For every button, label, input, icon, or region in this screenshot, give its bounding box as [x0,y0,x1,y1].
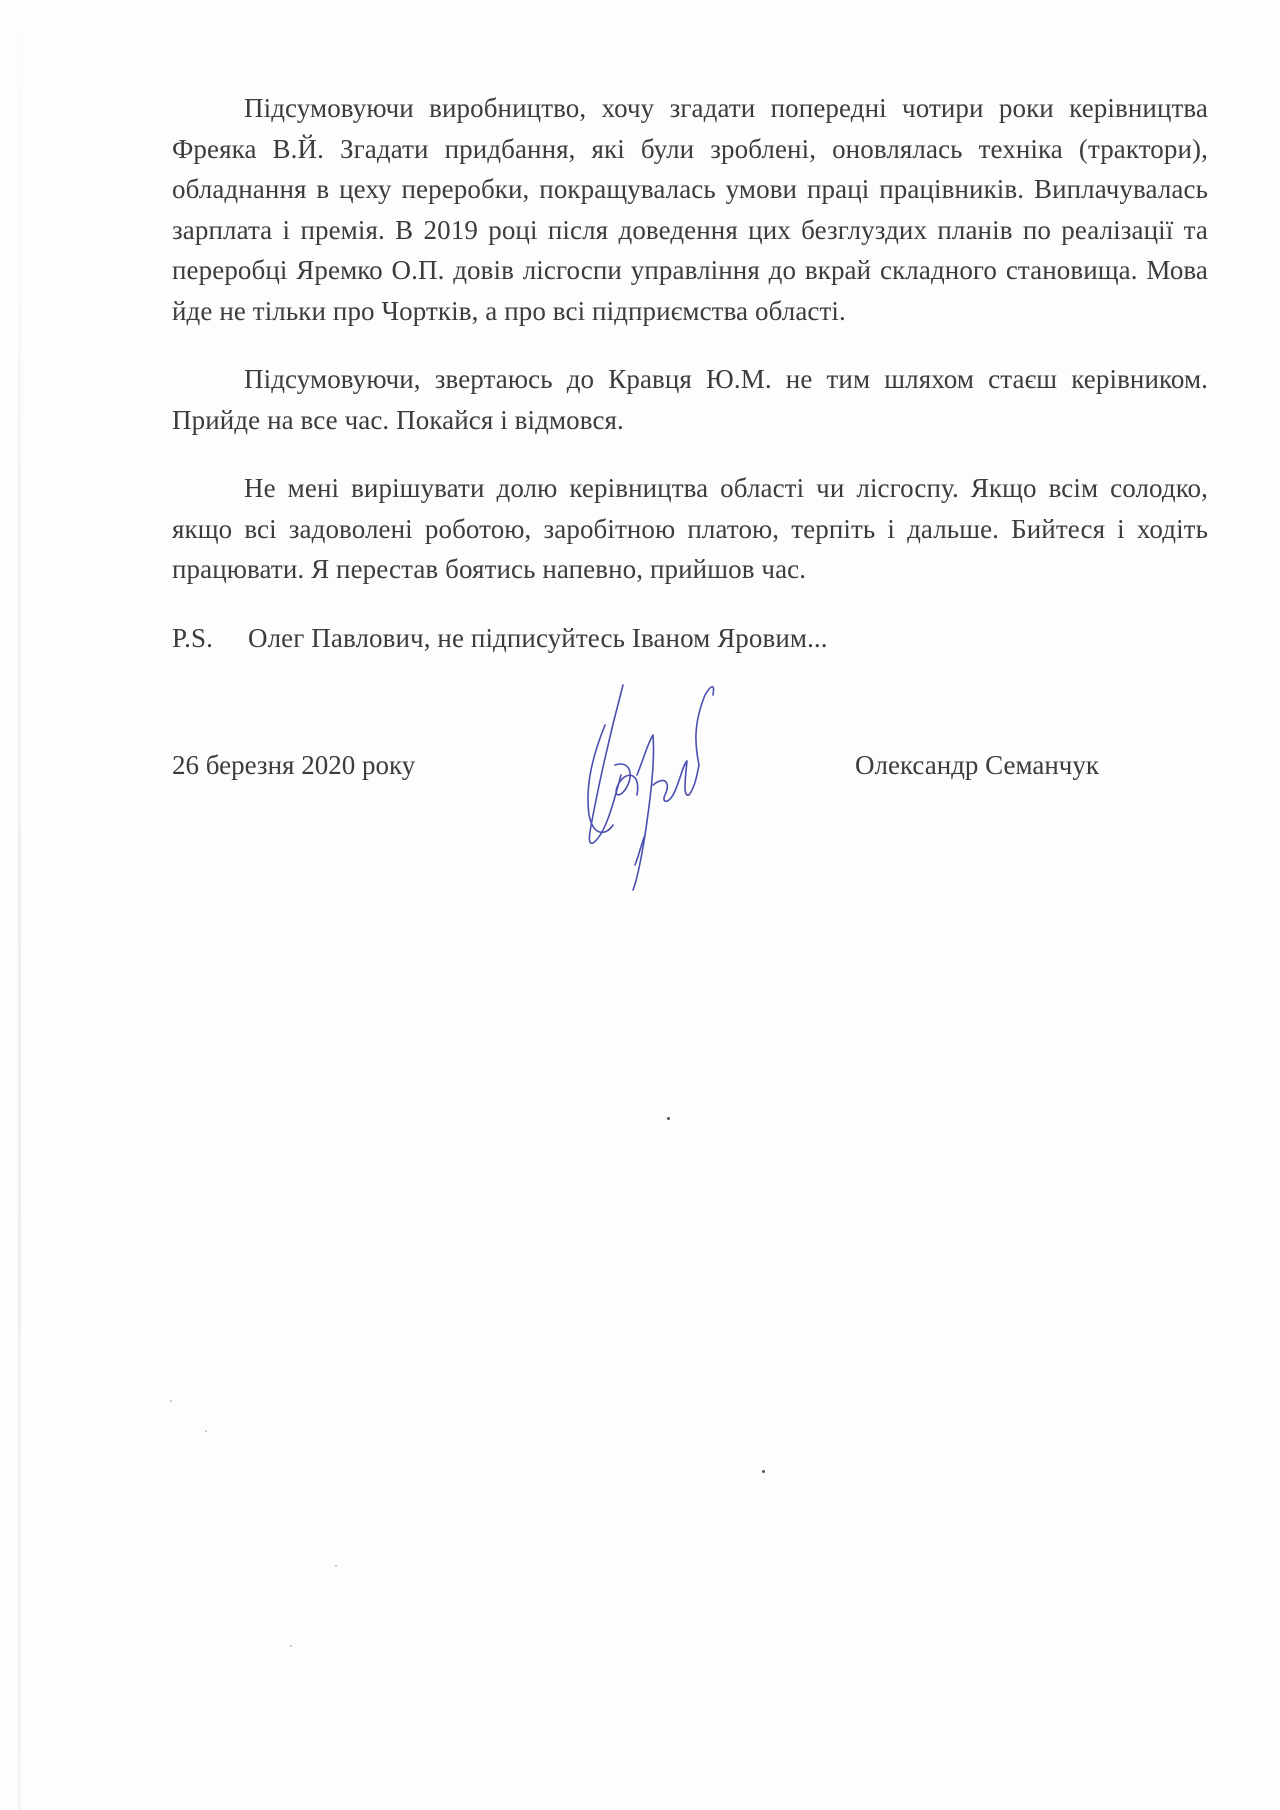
scan-speck [762,1470,765,1473]
letter-body [172,88,1208,658]
scan-edge-shadow [18,0,21,1810]
postscript-text: Олег Павлович, не підписуйтесь Іваном Яровим... [248,622,828,653]
scan-speck [335,1565,337,1567]
scan-speck [290,1645,292,1647]
scan-speck [667,1117,670,1120]
scan-speck [205,1430,207,1432]
paragraph-production: Підсумовуючи виробництво, хочу згадати попередні чотири роки керівництва Фреяка В.Й. Згадати придбання, які були зроблені, оновлялась техніка (трактори), обладнання в цеху переробки, покращувалась умови праці працівників. Виплачувалась зарплата і премія. В 2019 році після доведення цих безглуздих планів по реалізації та переробці Яремко О.П. довів лісгоспи управління до вкрай складного становища. Мова йде не тільки про Чортків, а про всі підприємства області. [172,93,1208,326]
letter-date: 26 березня 2020 року [172,750,416,780]
paragraph-decision: Не мені вирішувати долю керівництва області чи лісгоспу. Якщо всім солодко, якщо всі задоволені роботою, заробітною платою, терпіть і дальше. Бийтеся і ходіть працювати. Я перестав боятись напевно, прийшов час. [172,473,1208,584]
postscript [172,618,1208,659]
handwritten-signature [575,665,755,905]
paragraph-appeal: Підсумовуючи, звертаюсь до Кравця Ю.М. не тим шляхом стаєш керівником. Прийде на все час. Покайся і відмовся. [172,364,1208,435]
postscript-label: P.S. [172,622,213,653]
scan-speck [170,1400,172,1402]
author-name: Олександр Семанчук [855,750,1099,780]
